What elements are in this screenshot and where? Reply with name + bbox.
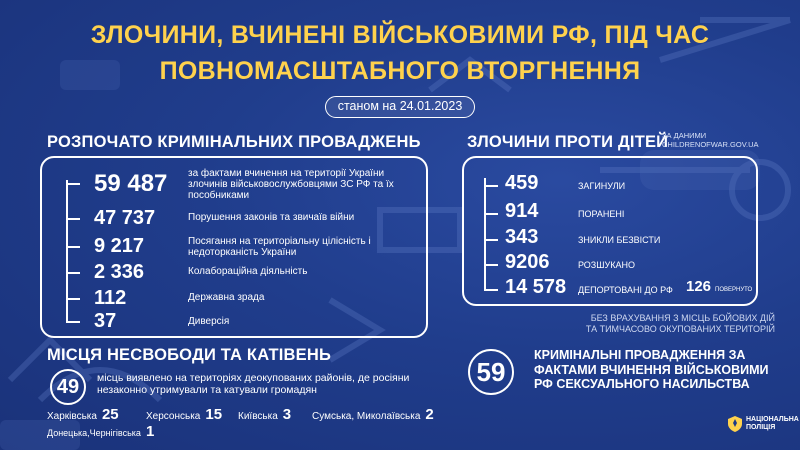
city-kharkiv: Харківська 25 (47, 406, 119, 423)
detention-count-circle: 49 (50, 369, 86, 405)
page-title-line-2: ПОВНОМАСШТАБНОГО ВТОРГНЕННЯ (159, 57, 641, 85)
city-kherson: Херсонська 15 (146, 406, 223, 423)
children-source-label: ЗА ДАНИМИ (662, 131, 707, 140)
date-badge: станом на 24.01.2023 (325, 96, 475, 118)
children-killed-number: 459 (505, 172, 539, 194)
city-sumy-mykolaiv: Сумська, Миколаївська 2 (312, 406, 434, 423)
proceedings-item-2-desc: Посягання на територіальну цілісність і недоторканість України (188, 236, 371, 258)
children-deported-number: 14 578 (505, 276, 567, 298)
children-found-number: 9206 (505, 251, 550, 273)
page-title-line-1: ЗЛОЧИНИ, ВЧИНЕНІ ВІЙСЬКОВИМИ РФ, ПІД ЧАС (90, 21, 710, 49)
section-title-detention: МІСЦЯ НЕСВОБОДИ ТА КАТІВЕНЬ (47, 346, 332, 364)
national-police-logo (728, 416, 799, 432)
proceedings-total-number: 59 487 (94, 170, 168, 197)
section-title-children: ЗЛОЧИНИ ПРОТИ ДІТЕЙ (467, 133, 669, 151)
proceedings-item-5-number: 37 (94, 310, 117, 332)
children-missing-number: 343 (505, 226, 539, 248)
sexual-violence-description: КРИМІНАЛЬНІ ПРОВАДЖЕННЯ ЗА ФАКТАМИ ВЧИНЕННЯ ВІЙСЬКОВИМИ РФ СЕКСУАЛЬНОГО НАСИЛЬСТВА (534, 348, 769, 391)
children-injured-label: ПОРАНЕНІ (578, 209, 625, 219)
proceedings-item-4-desc: Державна зрада (188, 292, 265, 303)
police-badge-icon (728, 416, 742, 432)
proceedings-bracket (66, 180, 68, 322)
children-found-label: РОЗШУКАНО (578, 260, 635, 270)
children-note-line-1: БЕЗ ВРАХУВАННЯ З МІСЦЬ БОЙОВИХ ДІЙ (590, 313, 775, 323)
proceedings-total-desc: за фактами вчинення на території України злочинів військовослужбовцями ЗС РФ та їх пособниками (188, 168, 394, 201)
city-kyiv: Київська 3 (238, 406, 292, 423)
city-donetsk-chernihiv: Донецька,Чернігівська 1 (47, 423, 155, 440)
proceedings-item-1-desc: Порушення законів та звичаїв війни (188, 212, 355, 223)
police-logo-text-2: ПОЛІЦІЯ (746, 424, 776, 431)
children-injured-number: 914 (505, 200, 539, 222)
sexual-violence-count-circle: 59 (468, 349, 514, 395)
children-returned-label: ПОВЕРНУТО (715, 287, 753, 293)
children-missing-label: ЗНИКЛИ БЕЗВІСТИ (578, 235, 661, 245)
children-note-line-2: ТА ТИМЧАСОВО ОКУПОВАНИХ ТЕРИТОРІЙ (585, 324, 775, 334)
children-returned-number: 126 (686, 278, 712, 295)
proceedings-item-2-number: 9 217 (94, 235, 145, 257)
proceedings-item-3-desc: Колабораційна діяльність (188, 266, 308, 277)
children-source-site: CHILDRENOFWAR.GOV.UA (662, 140, 759, 149)
proceedings-item-4-number: 112 (94, 287, 127, 309)
proceedings-item-5-desc: Диверсія (188, 316, 230, 327)
detention-description: місць виявлено на територіях деокупованих районів, де росіяни незаконно утримували та катували громадян (97, 372, 410, 396)
children-killed-label: ЗАГИНУЛИ (578, 181, 626, 191)
proceedings-item-3-number: 2 336 (94, 261, 145, 283)
police-logo-text-1: НАЦІОНАЛЬНА (746, 416, 799, 423)
section-title-proceedings: РОЗПОЧАТО КРИМІНАЛЬНИХ ПРОВАДЖЕНЬ (47, 133, 421, 151)
children-bracket (484, 178, 486, 290)
proceedings-item-1-number: 47 737 (94, 207, 156, 229)
children-deported-label: ДЕПОРТОВАНІ ДО РФ (578, 285, 673, 295)
